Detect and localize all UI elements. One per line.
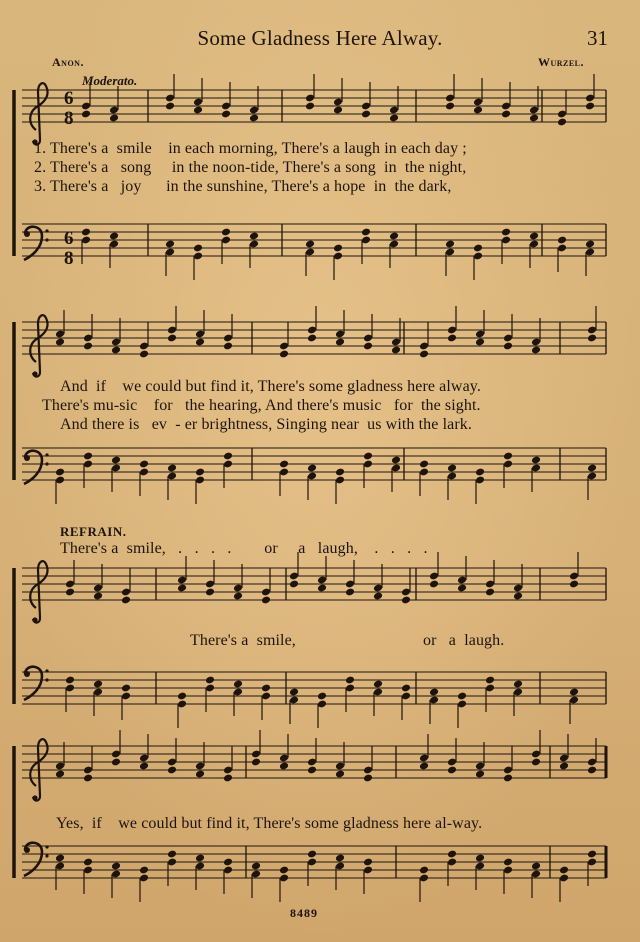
note-head	[233, 592, 243, 601]
refrain-label: REFRAIN.	[60, 524, 127, 539]
note-head	[195, 770, 205, 779]
note-head	[429, 580, 439, 589]
note-head	[139, 762, 149, 771]
note-head	[363, 452, 373, 461]
note-head	[485, 676, 495, 685]
note-head	[475, 854, 485, 863]
note-head	[279, 460, 289, 469]
note-head	[587, 850, 597, 859]
note-head	[569, 580, 579, 589]
note-head	[111, 456, 121, 465]
time-signature-top: 6	[64, 88, 74, 109]
note-head	[529, 114, 539, 123]
note-head	[251, 862, 261, 871]
note-head	[83, 342, 93, 351]
note-head	[221, 228, 231, 237]
note-head	[195, 338, 205, 347]
note-head	[93, 592, 103, 601]
note-head	[447, 464, 457, 473]
note-head	[587, 334, 597, 343]
note-head	[193, 106, 203, 115]
note-head	[587, 464, 597, 473]
plate-number: 8489	[290, 906, 318, 920]
note-head	[503, 858, 513, 867]
note-head	[361, 110, 371, 119]
note-head	[307, 766, 317, 775]
note-head	[513, 680, 523, 689]
note-head	[389, 114, 399, 123]
note-head	[419, 762, 429, 771]
note-head	[419, 460, 429, 469]
note-head	[165, 102, 175, 111]
note-head	[249, 232, 259, 241]
note-head	[65, 588, 75, 597]
note-head	[503, 452, 513, 461]
note-head	[401, 596, 411, 605]
note-head	[279, 350, 289, 359]
note-head	[473, 244, 483, 253]
note-head	[529, 232, 539, 241]
note-head	[307, 334, 317, 343]
note-head	[557, 236, 567, 245]
note-head	[167, 766, 177, 775]
note-head	[55, 338, 65, 347]
note-head	[361, 228, 371, 237]
note-head	[335, 770, 345, 779]
note-head	[585, 240, 595, 249]
verse-3-line-1: 3. There's a joy in the sunshine, There's a hope in the dark,	[34, 178, 452, 195]
note-head	[111, 758, 121, 767]
tempo-marking: Moderato.	[82, 73, 138, 88]
note-head	[419, 866, 429, 875]
note-head	[81, 228, 91, 237]
note-head	[55, 468, 65, 477]
note-head	[305, 240, 315, 249]
note-head	[401, 684, 411, 693]
note-head	[445, 102, 455, 111]
note-head	[531, 862, 541, 871]
note-head	[457, 692, 467, 701]
note-head	[531, 456, 541, 465]
note-head	[475, 338, 485, 347]
note-head	[109, 232, 119, 241]
note-head	[139, 460, 149, 469]
note-head	[223, 858, 233, 867]
note-head	[289, 688, 299, 697]
note-head	[457, 584, 467, 593]
verse-3-line-2: And there is ev - er brightness, Singing near us with the lark.	[60, 416, 472, 433]
note-head	[139, 350, 149, 359]
note-head	[333, 106, 343, 115]
note-head	[55, 770, 65, 779]
time-signature-bottom: 8	[64, 108, 74, 129]
note-head	[391, 456, 401, 465]
note-head	[475, 468, 485, 477]
note-head	[445, 240, 455, 249]
note-head	[501, 110, 511, 119]
note-head	[193, 244, 203, 253]
note-head	[305, 102, 315, 111]
note-head	[391, 346, 401, 355]
refrain-soprano-lyrics: There's a smile, . . . . or a laugh, . . . .	[60, 540, 428, 557]
note-head	[363, 774, 373, 783]
note-head	[363, 342, 373, 351]
note-head	[111, 346, 121, 355]
note-head	[195, 854, 205, 863]
bass-clef-icon	[24, 843, 49, 876]
verse-1-line-1: 1. There's a smile in each morning, There's a laugh in each day ;	[34, 140, 467, 157]
note-head	[335, 468, 345, 477]
note-head	[531, 758, 541, 767]
note-head	[559, 866, 569, 875]
note-head	[249, 114, 259, 123]
note-head	[223, 452, 233, 461]
note-head	[447, 766, 457, 775]
verse-2-line-1: 2. There's a song in the noon-tide, There's a song in the night,	[34, 159, 467, 176]
note-head	[335, 854, 345, 863]
note-head	[251, 758, 261, 767]
note-head	[557, 118, 567, 127]
note-head	[177, 584, 187, 593]
note-head	[223, 342, 233, 351]
note-head	[93, 680, 103, 689]
note-head	[83, 774, 93, 783]
music-credit: Wurzel.	[537, 55, 584, 69]
note-head	[419, 350, 429, 359]
note-head	[233, 680, 243, 689]
note-head	[345, 588, 355, 597]
note-head	[307, 850, 317, 859]
note-head	[167, 334, 177, 343]
time-signature-top: 6	[64, 228, 74, 249]
note-head	[177, 692, 187, 701]
system-4-lyrics: Yes, if we could but find it, There's some gladness here al-way.	[56, 815, 483, 832]
note-head	[83, 858, 93, 867]
note-head	[373, 592, 383, 601]
note-head	[279, 866, 289, 875]
page-title: Some Gladness Here Alway.	[197, 26, 443, 50]
note-head	[447, 850, 457, 859]
note-head	[317, 692, 327, 701]
note-head	[531, 346, 541, 355]
note-head	[333, 244, 343, 253]
note-head	[261, 684, 271, 693]
note-head	[503, 774, 513, 783]
note-head	[429, 688, 439, 697]
note-head	[289, 580, 299, 589]
note-head	[513, 592, 523, 601]
note-head	[585, 102, 595, 111]
note-head	[335, 338, 345, 347]
note-head	[165, 240, 175, 249]
note-head	[503, 342, 513, 351]
words-credit: Anon.	[52, 55, 84, 69]
time-signature-bottom: 8	[64, 248, 74, 269]
note-head	[363, 858, 373, 867]
note-head	[55, 854, 65, 863]
note-head	[307, 464, 317, 473]
note-head	[121, 684, 131, 693]
note-head	[389, 232, 399, 241]
note-head	[111, 862, 121, 871]
note-head	[195, 468, 205, 477]
note-head	[223, 774, 233, 783]
verse-2-line-2: There's mu-sic for the hearing, And there's music for the sight.	[42, 397, 481, 414]
page-number: 31	[587, 26, 608, 50]
note-head	[205, 676, 215, 685]
note-head	[139, 866, 149, 875]
note-head	[261, 596, 271, 605]
note-head	[65, 676, 75, 685]
note-head	[83, 452, 93, 461]
note-head	[473, 106, 483, 115]
verse-1-line-2: And if we could but find it, There's some gladness here alway.	[60, 378, 481, 395]
refrain-bass-lyrics: There's a smile, or a laugh.	[190, 632, 505, 649]
note-head	[317, 584, 327, 593]
note-head	[121, 596, 131, 605]
note-head	[279, 762, 289, 771]
note-head	[373, 680, 383, 689]
note-head	[447, 334, 457, 343]
note-head	[167, 464, 177, 473]
note-head	[167, 850, 177, 859]
note-head	[81, 110, 91, 119]
note-head	[559, 762, 569, 771]
note-head	[485, 588, 495, 597]
note-head	[205, 588, 215, 597]
note-head	[109, 114, 119, 123]
note-head	[221, 110, 231, 119]
note-head	[501, 228, 511, 237]
note-head	[475, 770, 485, 779]
note-head	[345, 676, 355, 685]
note-head	[587, 766, 597, 775]
note-head	[569, 688, 579, 697]
